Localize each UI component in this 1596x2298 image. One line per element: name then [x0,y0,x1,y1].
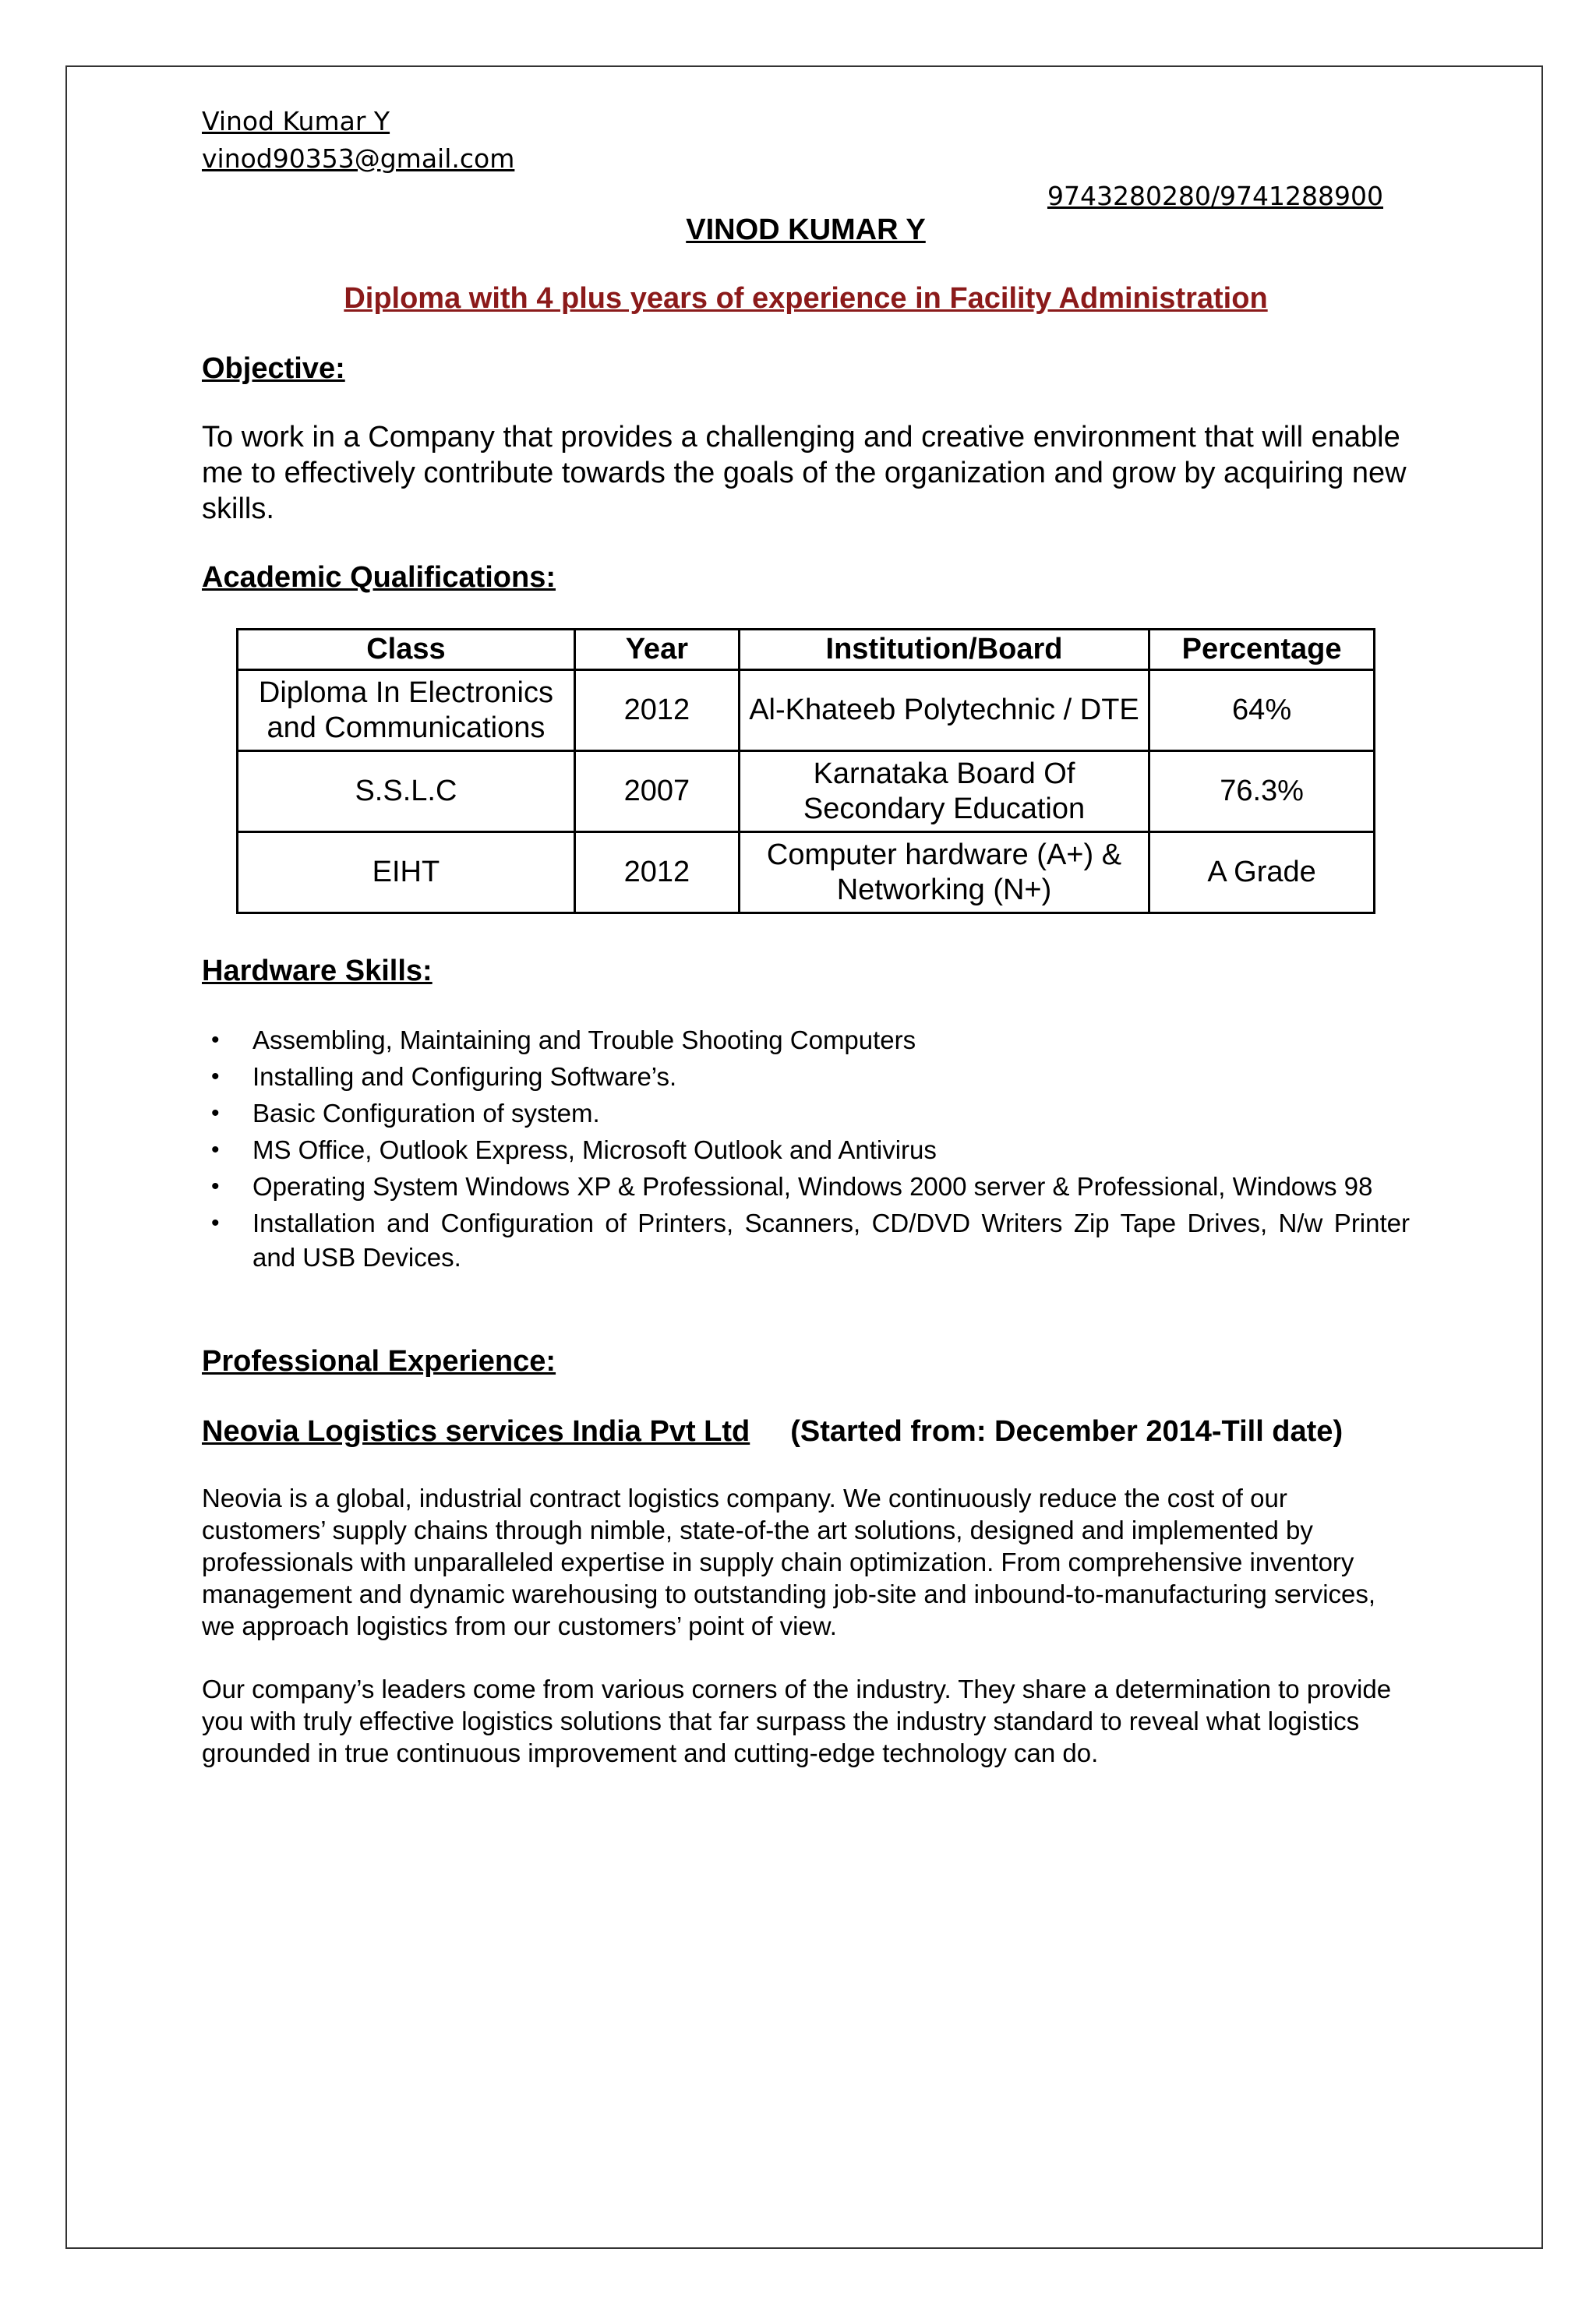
bullet-icon: • [211,1064,220,1089]
hardware-skills-list [202,1023,1410,1275]
cell-percentage: 64% [1149,670,1375,751]
cell-percentage: 76.3% [1149,751,1375,832]
resume-tagline: Diploma with 4 plus years of experience in Facility Administration [344,282,1268,315]
list-item [202,1170,1410,1204]
objective-heading: Objective: [202,352,345,385]
company-period: (Started from: December 2014-Till date) [790,1415,1344,1448]
column-header-class: Class [238,630,575,670]
bullet-icon: • [211,1027,220,1053]
objective-text: To work in a Company that provides a challenging and creative environment that will enable me to effectively contribute towards the goals of the organization and grow by acquiring new skills. [202,421,1407,525]
skill-text: Operating System Windows XP & Professional, Windows 2000 server & Professional, Windows 98 [252,1172,1373,1201]
bullet-icon: • [211,1210,220,1236]
cell-class: EIHT [238,832,575,913]
cell-year: 2012 [574,670,739,751]
academic-heading: Academic Qualifications: [202,561,556,594]
bullet-icon: • [211,1100,220,1126]
list-item [202,1023,1410,1057]
column-header-institution: Institution/Board [739,630,1149,670]
skill-text: Assembling, Maintaining and Trouble Shooting Computers [252,1025,916,1054]
resume-name-title: VINOD KUMAR Y [686,214,926,246]
list-item [202,1133,1410,1167]
cell-class: S.S.L.C [238,751,575,832]
company-name: Neovia Logistics services India Pvt Ltd [202,1415,750,1448]
list-item [202,1060,1410,1094]
skill-text: Basic Configuration of system. [252,1099,600,1128]
cell-institution: Computer hardware (A+) & Networking (N+) [739,832,1149,913]
contact-email[interactable]: vinod90353@gmail.com [202,143,515,174]
cell-year: 2012 [574,832,739,913]
table-row [238,832,1375,913]
skill-text: MS Office, Outlook Express, Microsoft Outlook and Antivirus [252,1135,937,1164]
cell-year: 2007 [574,751,739,832]
table-row [238,670,1375,751]
company-line [202,1412,1410,1451]
skill-text: Installation and Configuration of Printers, Scanners, CD/DVD Writers Zip Tape Drives, N/w Printer and USB Devices. [252,1209,1410,1272]
list-item [202,1096,1410,1131]
table-row [238,751,1375,832]
bullet-icon: • [211,1137,220,1163]
table-header-row [238,630,1375,670]
contact-phone: 9743280280/9741288900 [1047,181,1383,211]
cell-institution: Karnataka Board Of Secondary Education [739,751,1149,832]
list-item [202,1206,1410,1275]
qualifications-table [236,628,1375,914]
bullet-icon: • [211,1174,220,1199]
cell-institution: Al-Khateeb Polytechnic / DTE [739,670,1149,751]
company-description: Neovia is a global, industrial contract logistics company. We continuously reduce the cost of our customers’ supply chains through nimble, state-of-the art solutions, designed and implemented by professionals with unparalleled expertise in supply chain optimization. From comprehensive inventory management and dynamic warehousing to outstanding job-site and inbound-to-manufacturing services, we approach logistics from our customers’ point of view. [202,1484,1376,1640]
resume-content [202,103,1410,1769]
column-header-percentage: Percentage [1149,630,1375,670]
cell-class: Diploma In Electronics and Communications [238,670,575,751]
experience-heading: Professional Experience: [202,1345,556,1378]
column-header-year: Year [574,630,739,670]
company-leaders-description: Our company’s leaders come from various corners of the industry. They share a determination to provide you with truly effective logistics solutions that far surpass the industry standard to reveal what logistics grounded in true continuous improvement and cutting-edge technology can do. [202,1675,1392,1767]
skill-text: Installing and Configuring Software’s. [252,1062,677,1091]
cell-percentage: A Grade [1149,832,1375,913]
contact-name: Vinod Kumar Y [202,106,390,136]
hardware-heading: Hardware Skills: [202,955,433,987]
